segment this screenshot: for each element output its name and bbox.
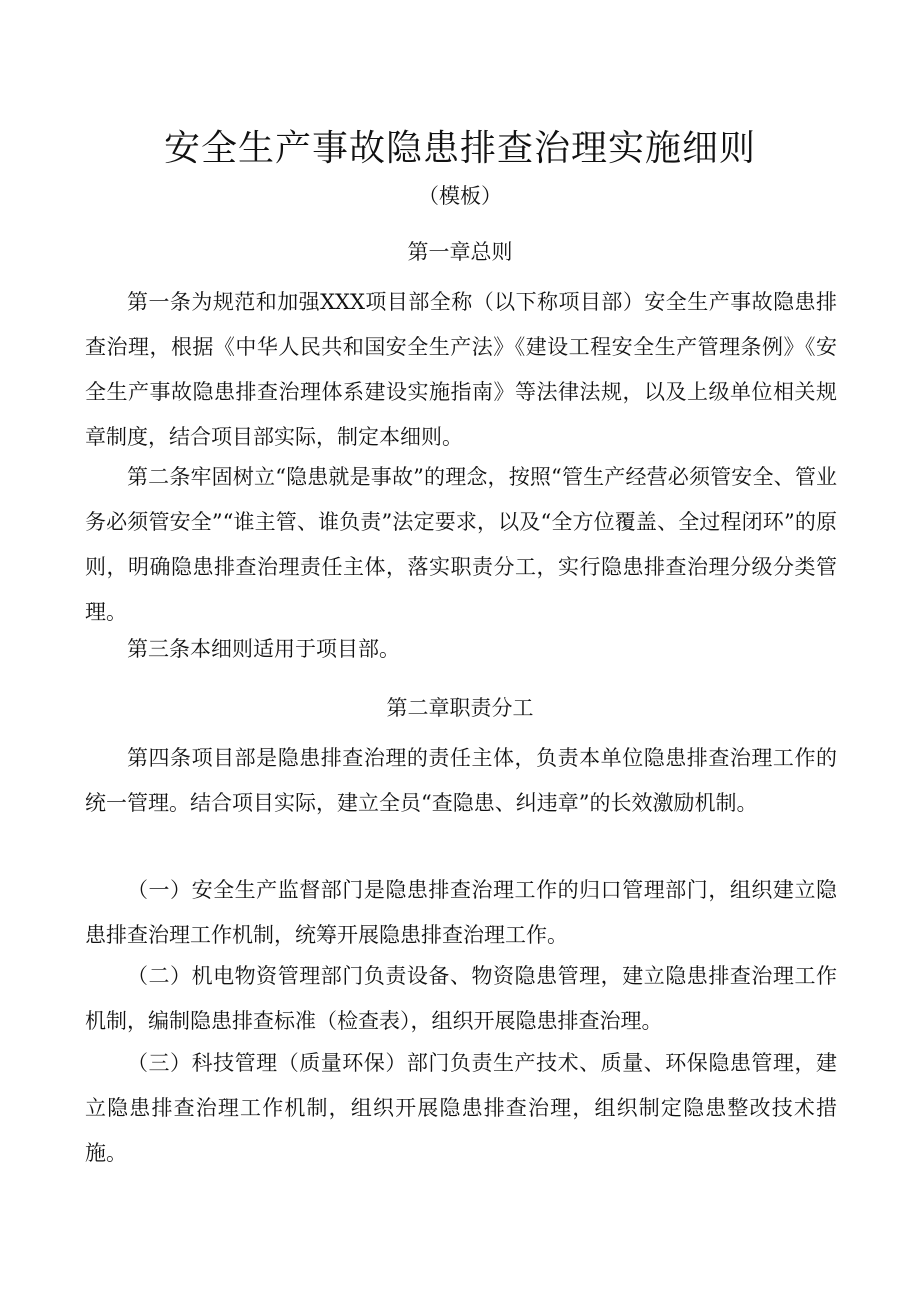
paragraph-article-3: 第三条本细则适用于项目部。 xyxy=(127,637,400,661)
paragraph-item-3: （三）科技管理（质量环保）部门负责生产技术、质量、环保隐患管理，建立隐患排查治理工作机制，组织开展隐患排查治理，组织制定隐患整改技术措施。 xyxy=(85,1051,837,1165)
document-title: 安全生产事故隐患排查治理实施细则 xyxy=(163,128,756,169)
document-subtitle: （模板） xyxy=(418,184,502,208)
paragraph-article-4: 第四条项目部是隐患排查治理的责任主体，负责本单位隐患排查治理工作的统一管理。结合项目实际，建立全员“查隐患、纠违章”的长效激励机制。 xyxy=(85,746,837,815)
chapter-heading: 第二章职责分工 xyxy=(386,696,534,720)
paragraph-article-1: 第一条为规范和加强XXX项目部全称（以下称项目部）安全生产事故隐患排查治理，根据《中华人民共和国安全生产法》《建设工程安全生产管理条例》《安全生产事故隐患排查治理体系建设实施指南》等法律法规，以及上级单位相关规章制度，结合项目部实际，制定本细则。 xyxy=(85,290,837,449)
paragraph-item-2: （二）机电物资管理部门负责设备、物资隐患管理，建立隐患排查治理工作机制，编制隐患排查标准（检查表），组织开展隐患排查治理。 xyxy=(85,964,837,1033)
chapter-heading: 第一章总则 xyxy=(407,240,513,264)
paragraph-item-1: （一）安全生产监督部门是隐患排查治理工作的归口管理部门，组织建立隐患排查治理工作机制，统筹开展隐患排查治理工作。 xyxy=(85,878,837,947)
paragraph-article-2: 第二条牢固树立“隐患就是事故”的理念，按照“管生产经营必须管安全、管业务必须管安全”“谁主管、谁负责”法定要求，以及“全方位覆盖、全过程闭环”的原则，明确隐患排查治理责任主体，落实职责分工，实行隐患排查治理分级分类管理。 xyxy=(85,465,837,624)
